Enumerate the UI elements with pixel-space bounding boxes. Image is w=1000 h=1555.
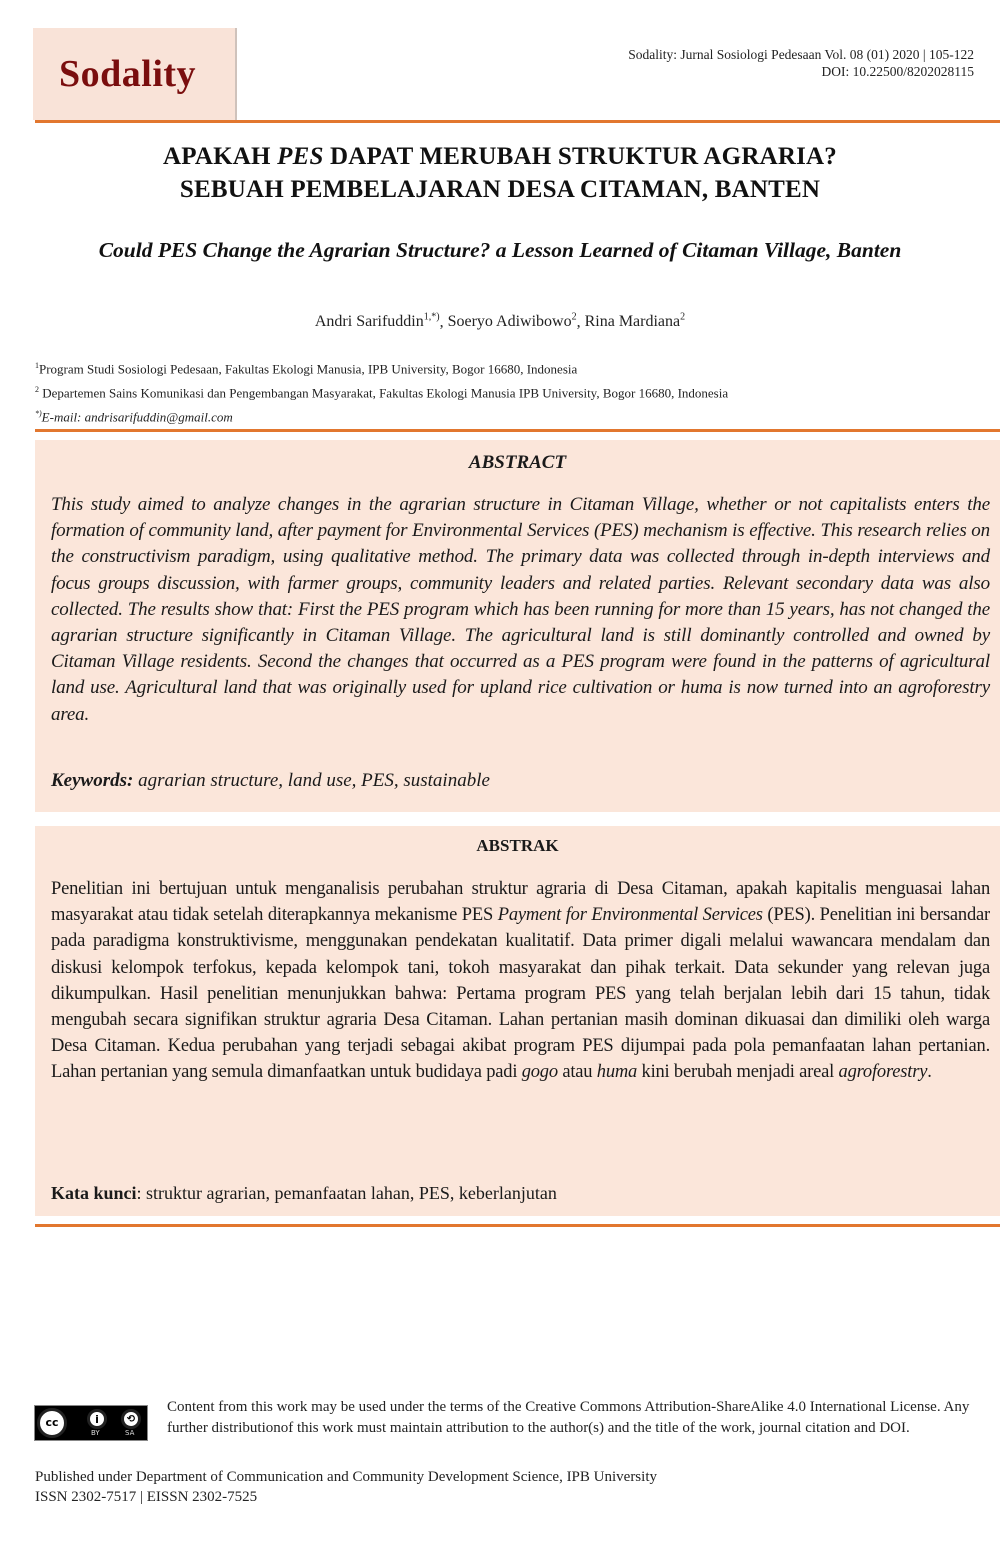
attribution-icon: i bbox=[87, 1409, 107, 1429]
kata-kunci-label: Kata kunci bbox=[51, 1183, 137, 1203]
abstrak-italic: agroforestry bbox=[838, 1062, 928, 1083]
author-name: Soeryo Adiwibowo bbox=[447, 313, 572, 331]
cc-by-sa-icon[interactable] bbox=[34, 1405, 148, 1441]
journal-citation: Sodality: Jurnal Sosiologi Pedesaan Vol. 08 (01) 2020 | 105-122 bbox=[628, 47, 974, 62]
journal-logo: Sodality bbox=[59, 53, 197, 95]
by-label: BY bbox=[91, 1429, 100, 1437]
abstract-text: This study aimed to analyze changes in the agrarian structure in Citaman Village, whether or not capitalists enters the formation of community land, after payment for Environmental Services (PES) mechanism is effective. This research relies on the constructivism paradigm, using qualitative method. The primary data was collected through in-depth interviews and focus groups discussion, with farmer groups, community leaders and related parties. Relevant secondary data was also collected. The results show that: First the PES program which has been running for more than 15 years, has not changed the agrarian structure significantly in Citaman Village. The agricultural land is still dominantly controlled and owned by Citaman Village residents. Second the changes that occurred as a PES program were found in the patterns of agricultural land use. Agricultural land that was originally used for upland rice cultivation or huma is now turned into an agroforestry area. bbox=[51, 494, 990, 725]
author-sup: 2 bbox=[680, 312, 686, 323]
author bbox=[585, 313, 686, 330]
divider bbox=[35, 429, 1000, 432]
license-text: Content from this work may be used under the terms of the Creative Commons Attribution-ShareAlike 4.0 International License. Any further distributionof this work must maintain attribution to the author(s) and the title of the work, journal citation and DOI. bbox=[167, 1399, 970, 1436]
affiliation bbox=[35, 356, 728, 380]
title-text: APAKAH bbox=[163, 143, 278, 170]
author-name: Rina Mardiana bbox=[584, 313, 681, 331]
abstrak-text bbox=[51, 876, 990, 1086]
affiliation-sup: 1 bbox=[35, 361, 39, 370]
email-text[interactable]: E-mail: andrisarifuddin@gmail.com bbox=[41, 408, 233, 424]
author-sup: 1,*) bbox=[423, 312, 440, 323]
doi[interactable]: DOI: 10.22500/8202028115 bbox=[821, 64, 974, 79]
abstract-heading: ABSTRACT bbox=[468, 452, 567, 473]
affiliation-text: Program Studi Sosiologi Pedesaan, Fakultas Ekologi Manusia, IPB University, Bogor 16680, Indonesia bbox=[39, 361, 578, 377]
keywords-values: agrarian structure, land use, PES, sustainable bbox=[133, 770, 490, 791]
paper-title bbox=[0, 140, 1000, 206]
abstrak-text-part: kini berubah menjadi areal bbox=[637, 1062, 839, 1083]
journal-logo-box bbox=[33, 28, 237, 120]
kata-kunci-values: : struktur agrarian, pemanfaatan lahan, PES, keberlanjutan bbox=[136, 1183, 557, 1203]
abstrak-section bbox=[35, 826, 1000, 1216]
share-alike-icon: ⟲ bbox=[121, 1409, 141, 1429]
affiliation-sup: *) bbox=[35, 408, 42, 418]
abstrak-text-part: atau bbox=[557, 1062, 597, 1083]
kata-kunci bbox=[51, 1183, 557, 1204]
divider bbox=[35, 1224, 1000, 1227]
abstrak-text-part: (PES). Penelitian ini bersandar pada paradigma konstruktivisme, menggunakan pendekatan kualitatif. Data primer digali melalui wawancara mendalam dan diskusi kelompok terfokus, kepada kelompok tani, tokoh masyarakat dan pihak terkait. Data sekunder yang relevan juga dikumpulkan. Hasil penelitian menunjukkan bahwa: Pertama program PES yang telah berjalan lebih dari 15 tahun, tidak mengubah secara signifikan struktur agraria Desa Citaman. Lahan pertanian masih dominan dikuasai dan dimiliki oleh warga Desa Citaman. Kedua perubahan yang terjadi sebagai akibat program PES dijumpai pada pola pemanfaatan lahan pertanian. Lahan pertanian yang semula dimanfaatkan untuk budidaya padi bbox=[51, 905, 991, 1083]
keywords bbox=[51, 770, 490, 792]
abstrak-italic: huma bbox=[596, 1062, 638, 1083]
journal-info bbox=[628, 46, 974, 80]
corresponding-email bbox=[35, 404, 728, 428]
author bbox=[448, 313, 577, 330]
abstrak-text-part: Penelitian ini bertujuan untuk menganalisis perubahan struktur agraria di Desa Citaman, apakah kapitalis menguasai lahan masyarakat atau tidak setelah diterapkannya mekanisme PES bbox=[51, 879, 990, 926]
sa-label: SA bbox=[125, 1429, 135, 1437]
abstract-section bbox=[35, 440, 1000, 812]
abstrak-italic: Payment for Environmental Services bbox=[497, 905, 763, 926]
title-line-1 bbox=[0, 140, 1000, 173]
affiliations bbox=[35, 356, 728, 427]
abstrak-text-part: . bbox=[927, 1062, 932, 1083]
author-name: Andri Sarifuddin bbox=[314, 313, 424, 331]
title-text: DAPAT MERUBAH STRUKTUR AGRARIA? bbox=[323, 143, 837, 170]
title-emphasis: PES bbox=[277, 143, 324, 170]
affiliation bbox=[35, 380, 728, 404]
affiliation-text: Departemen Sains Komunikasi dan Pengembangan Masyarakat, Fakultas Ekologi Manusia IPB University, Bogor 16680, Indonesia bbox=[39, 385, 729, 401]
english-title: Could PES Change the Agrarian Structure? a Lesson Learned of Citaman Village, Banten bbox=[98, 238, 902, 262]
publisher-note: Published under Department of Communication and Community Development Science, IPB University bbox=[35, 1469, 657, 1485]
abstrak-heading: ABSTRAK bbox=[476, 836, 559, 855]
affiliation-sup: 2 bbox=[35, 384, 39, 394]
keywords-label: Keywords: bbox=[51, 770, 134, 791]
header-divider bbox=[35, 120, 1000, 123]
author-sup: 2 bbox=[571, 312, 577, 323]
title-line-2: SEBUAH PEMBELAJARAN DESA CITAMAN, BANTEN bbox=[179, 176, 821, 203]
author bbox=[315, 313, 440, 330]
issn: ISSN 2302-7517 | EISSN 2302-7525 bbox=[35, 1489, 258, 1505]
author-list: Andri Sarifuddin$^{1,*)}$, Soeryo Adiwibowo$^2$, Rina Mardiana$^2$ bbox=[314, 312, 686, 331]
cc-icon: cc bbox=[37, 1408, 67, 1438]
abstrak-italic: gogo bbox=[521, 1062, 558, 1083]
